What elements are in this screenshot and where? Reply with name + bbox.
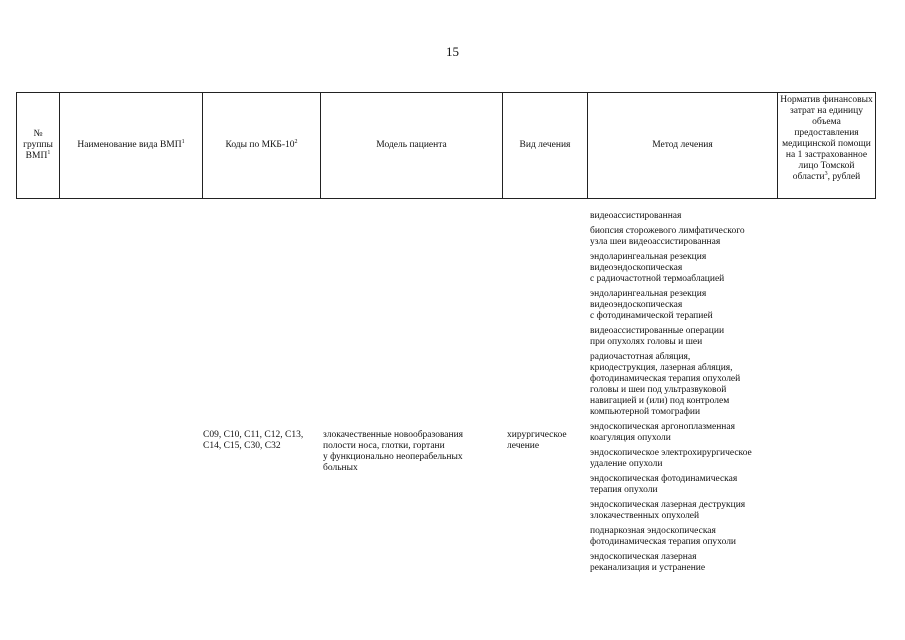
- footnote-1-marker: 1: [47, 149, 51, 156]
- header-financial-normative-unit: , рублей: [827, 172, 861, 182]
- header-patient-model: Модель пациента: [321, 93, 503, 199]
- treatment-method-item: видеоассистированные операции при опухолях головы и шеи: [590, 326, 725, 347]
- patient-model-line: злокачественные новообразования: [323, 430, 464, 440]
- header-icd-codes-text: Коды по МКБ-10: [225, 140, 295, 150]
- patient-model-line: полости носа, глотки, гортани: [323, 441, 445, 451]
- header-treatment-method: Метод лечения: [588, 93, 778, 199]
- header-financial-normative: [778, 93, 876, 199]
- treatment-method-item: видеоассистированная: [590, 211, 682, 221]
- header-vmp-name: [60, 93, 203, 199]
- footnote-1-marker: 1: [181, 138, 185, 145]
- icd-codes-cell: [203, 430, 321, 452]
- patient-model-cell: [323, 430, 495, 474]
- patient-model-line: больных: [323, 463, 358, 473]
- header-vmp-name-text: Наименование вида ВМП: [77, 140, 182, 150]
- treatment-method-item: биопсия сторожевого лимфатического узла шеи видеоассистированная: [590, 226, 745, 247]
- page-number: 15: [446, 44, 459, 59]
- treatment-method-item: эндоскопическое электрохирургическое удаление опухоли: [590, 448, 752, 469]
- treatment-method-item: эндоларингеальная резекция видеоэндоскопическая с радиочастотной термоаблацией: [590, 252, 725, 284]
- treatment-method-item: эндоскопическая фотодинамическая терапия опухоли: [590, 474, 738, 495]
- icd-codes-line: C09, C10, C11, C12, C13,: [203, 430, 304, 440]
- treatment-method-item: эндоскопическая лазерная деструкция злокачественных опухолей: [590, 500, 746, 521]
- header-group-number: [17, 93, 60, 199]
- header-icd-codes: [203, 93, 321, 199]
- treatment-method-item: эндоскопическая лазерная реканализация и устранение: [590, 552, 706, 573]
- treatment-method-item: поднаркозная эндоскопическая фотодинамическая терапия опухоли: [590, 526, 737, 547]
- treatment-type-line: лечение: [507, 441, 540, 451]
- treatment-method-item: эндоскопическая аргоноплазменная коагуляция опухоли: [590, 422, 735, 443]
- treatment-type-line: хирургическое: [507, 430, 567, 440]
- treatment-method-item: эндоларингеальная резекция видеоэндоскопическая с фотодинамической терапией: [590, 289, 713, 321]
- footnote-3-marker: 3: [824, 170, 828, 177]
- patient-model-line: у функционально неоперабельных: [323, 452, 463, 462]
- icd-codes-line: C14, C15, C30, C32: [203, 441, 281, 451]
- header-group-number-text: № группы ВМП: [23, 129, 53, 161]
- treatment-type-cell: [507, 430, 587, 452]
- header-treatment-type: Вид лечения: [503, 93, 588, 199]
- footnote-2-marker: 2: [294, 138, 298, 145]
- header-financial-normative-text: Норматив финансовых затрат на единицу объема предоставления медицинской помощи на 1 застрахованное лицо Томской области: [780, 95, 873, 182]
- treatment-method-item: радиочастотная абляция, криодеструкция, лазерная абляция, фотодинамическая терапия опухолей головы и шеи под ультразвуковой навигацией и (или) под контролем компьютерной томографии: [590, 352, 741, 417]
- treatment-methods-list: [590, 211, 780, 578]
- vmp-table-header: [16, 92, 876, 199]
